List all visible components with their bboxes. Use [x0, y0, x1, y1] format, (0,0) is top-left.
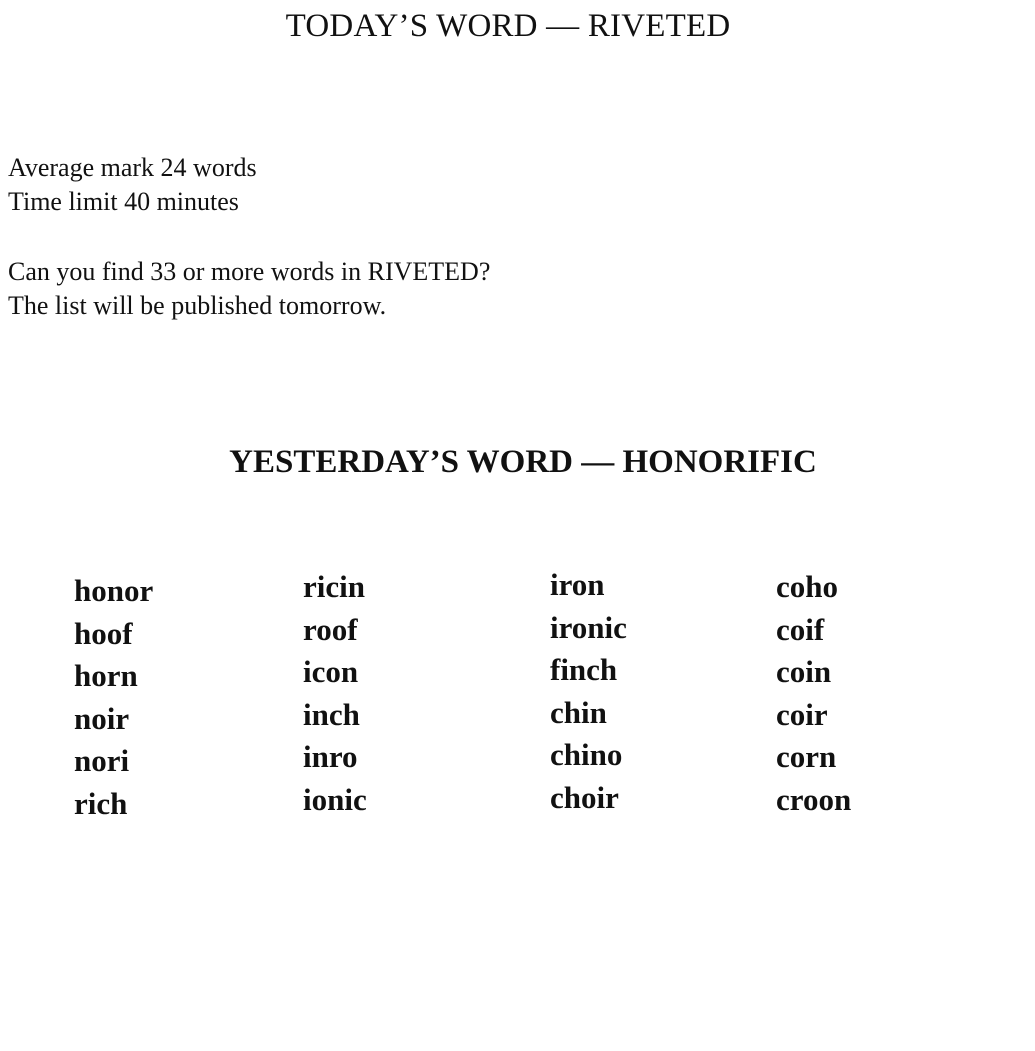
- word-item: inro: [303, 739, 358, 774]
- word-item: horn: [74, 658, 138, 693]
- puzzle-stats: [8, 151, 257, 219]
- word-item: croon: [776, 781, 852, 817]
- word-item: chin: [550, 694, 607, 730]
- word-item: icon: [303, 654, 359, 689]
- word-item: finch: [550, 652, 618, 687]
- word-item: coir: [776, 696, 828, 732]
- word-item: coin: [776, 654, 832, 689]
- word-column-1: [74, 570, 153, 825]
- yesterday-word-list: [0, 566, 1035, 826]
- word-item: coho: [776, 569, 838, 604]
- word-item: ricin: [303, 569, 365, 604]
- word-item: roof: [303, 611, 358, 647]
- publish-note: The list will be published tomorrow.: [8, 291, 387, 320]
- word-item: coif: [776, 611, 825, 647]
- challenge-text: [8, 255, 490, 323]
- average-mark: Average mark 24 words: [8, 153, 257, 182]
- today-word-title: TODAY’S WORD — RIVETED: [285, 8, 731, 44]
- word-column-4: [776, 566, 851, 821]
- word-item: inch: [303, 696, 360, 732]
- word-item: noir: [74, 700, 130, 736]
- word-item: rich: [74, 785, 128, 821]
- word-item: hoof: [74, 615, 133, 651]
- word-item: ironic: [550, 609, 627, 645]
- time-limit: Time limit 40 minutes: [8, 187, 239, 216]
- word-item: chino: [550, 737, 623, 772]
- word-item: choir: [550, 779, 619, 815]
- word-item: nori: [74, 743, 130, 778]
- word-item: corn: [776, 739, 837, 774]
- challenge-question: Can you find 33 or more words in RIVETED?: [8, 257, 491, 286]
- yesterday-word-title: YESTERDAY’S WORD — HONORIFIC: [229, 444, 817, 480]
- word-item: iron: [550, 567, 605, 602]
- word-item: ionic: [303, 781, 367, 817]
- word-column-2: [303, 566, 367, 821]
- word-column-3: [550, 564, 627, 819]
- word-item: honor: [74, 573, 154, 608]
